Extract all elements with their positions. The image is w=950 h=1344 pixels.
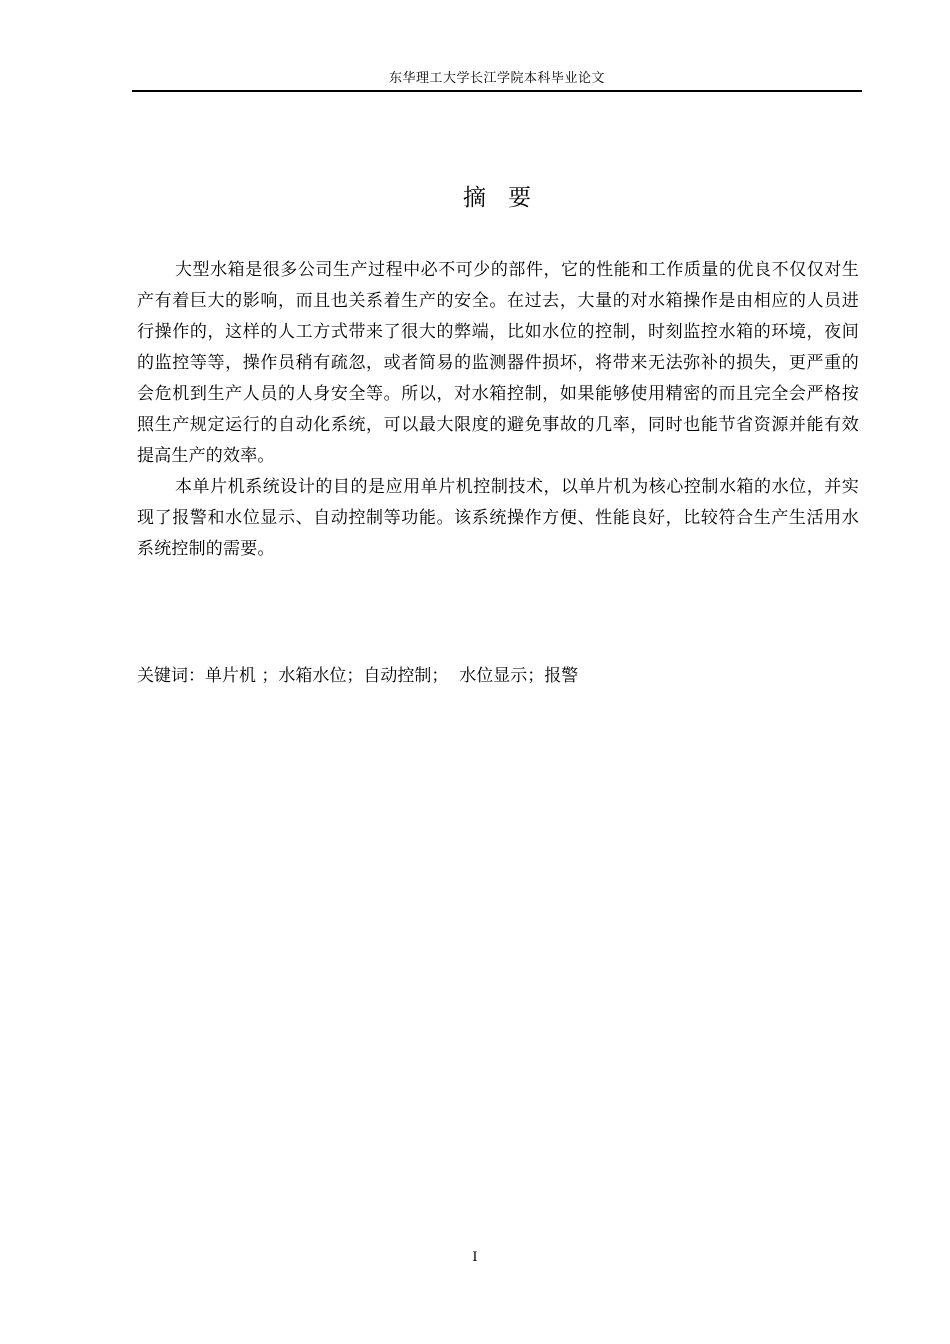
page-header [132,70,862,92]
abstract-paragraph-2: 本单片机系统设计的目的是应用单片机控制技术，以单片机为核心控制水箱的水位，并实现了报警和水位显示、自动控制等功能。该系统操作方便、性能良好，比较符合生产生活用水系统控制的需要。 [137,477,859,559]
abstract-title: 摘要 [463,185,553,211]
abstract-body [137,255,859,565]
keywords-line: 关键词：单片机 ；水箱水位；自动控制； 水位显示；报警 [137,666,579,686]
abstract-paragraph-1: 大型水箱是很多公司生产过程中必不可少的部件，它的性能和工作质量的优良不仅仅对生产有着巨大的影响，而且也关系着生产的安全。在过去，大量的对水箱操作是由相应的人员进行操作的，这样的人工方式带来了很大的弊端，比如水位的控制，时刻监控水箱的环境，夜间的监控等等，操作员稍有疏忽，或者简易的监测器件损坏，将带来无法弥补的损失，更严重的会危机到生产人员的人身安全等。所以，对水箱控制，如果能够使用精密的而且完全会严格按照生产规定运行的自动化系统，可以最大限度的避免事故的几率，同时也能节省资源并能有效提高生产的效率。 [137,260,859,466]
page-number: I [472,1250,478,1265]
header-title: 东华理工大学长江学院本科毕业论文 [388,71,605,86]
